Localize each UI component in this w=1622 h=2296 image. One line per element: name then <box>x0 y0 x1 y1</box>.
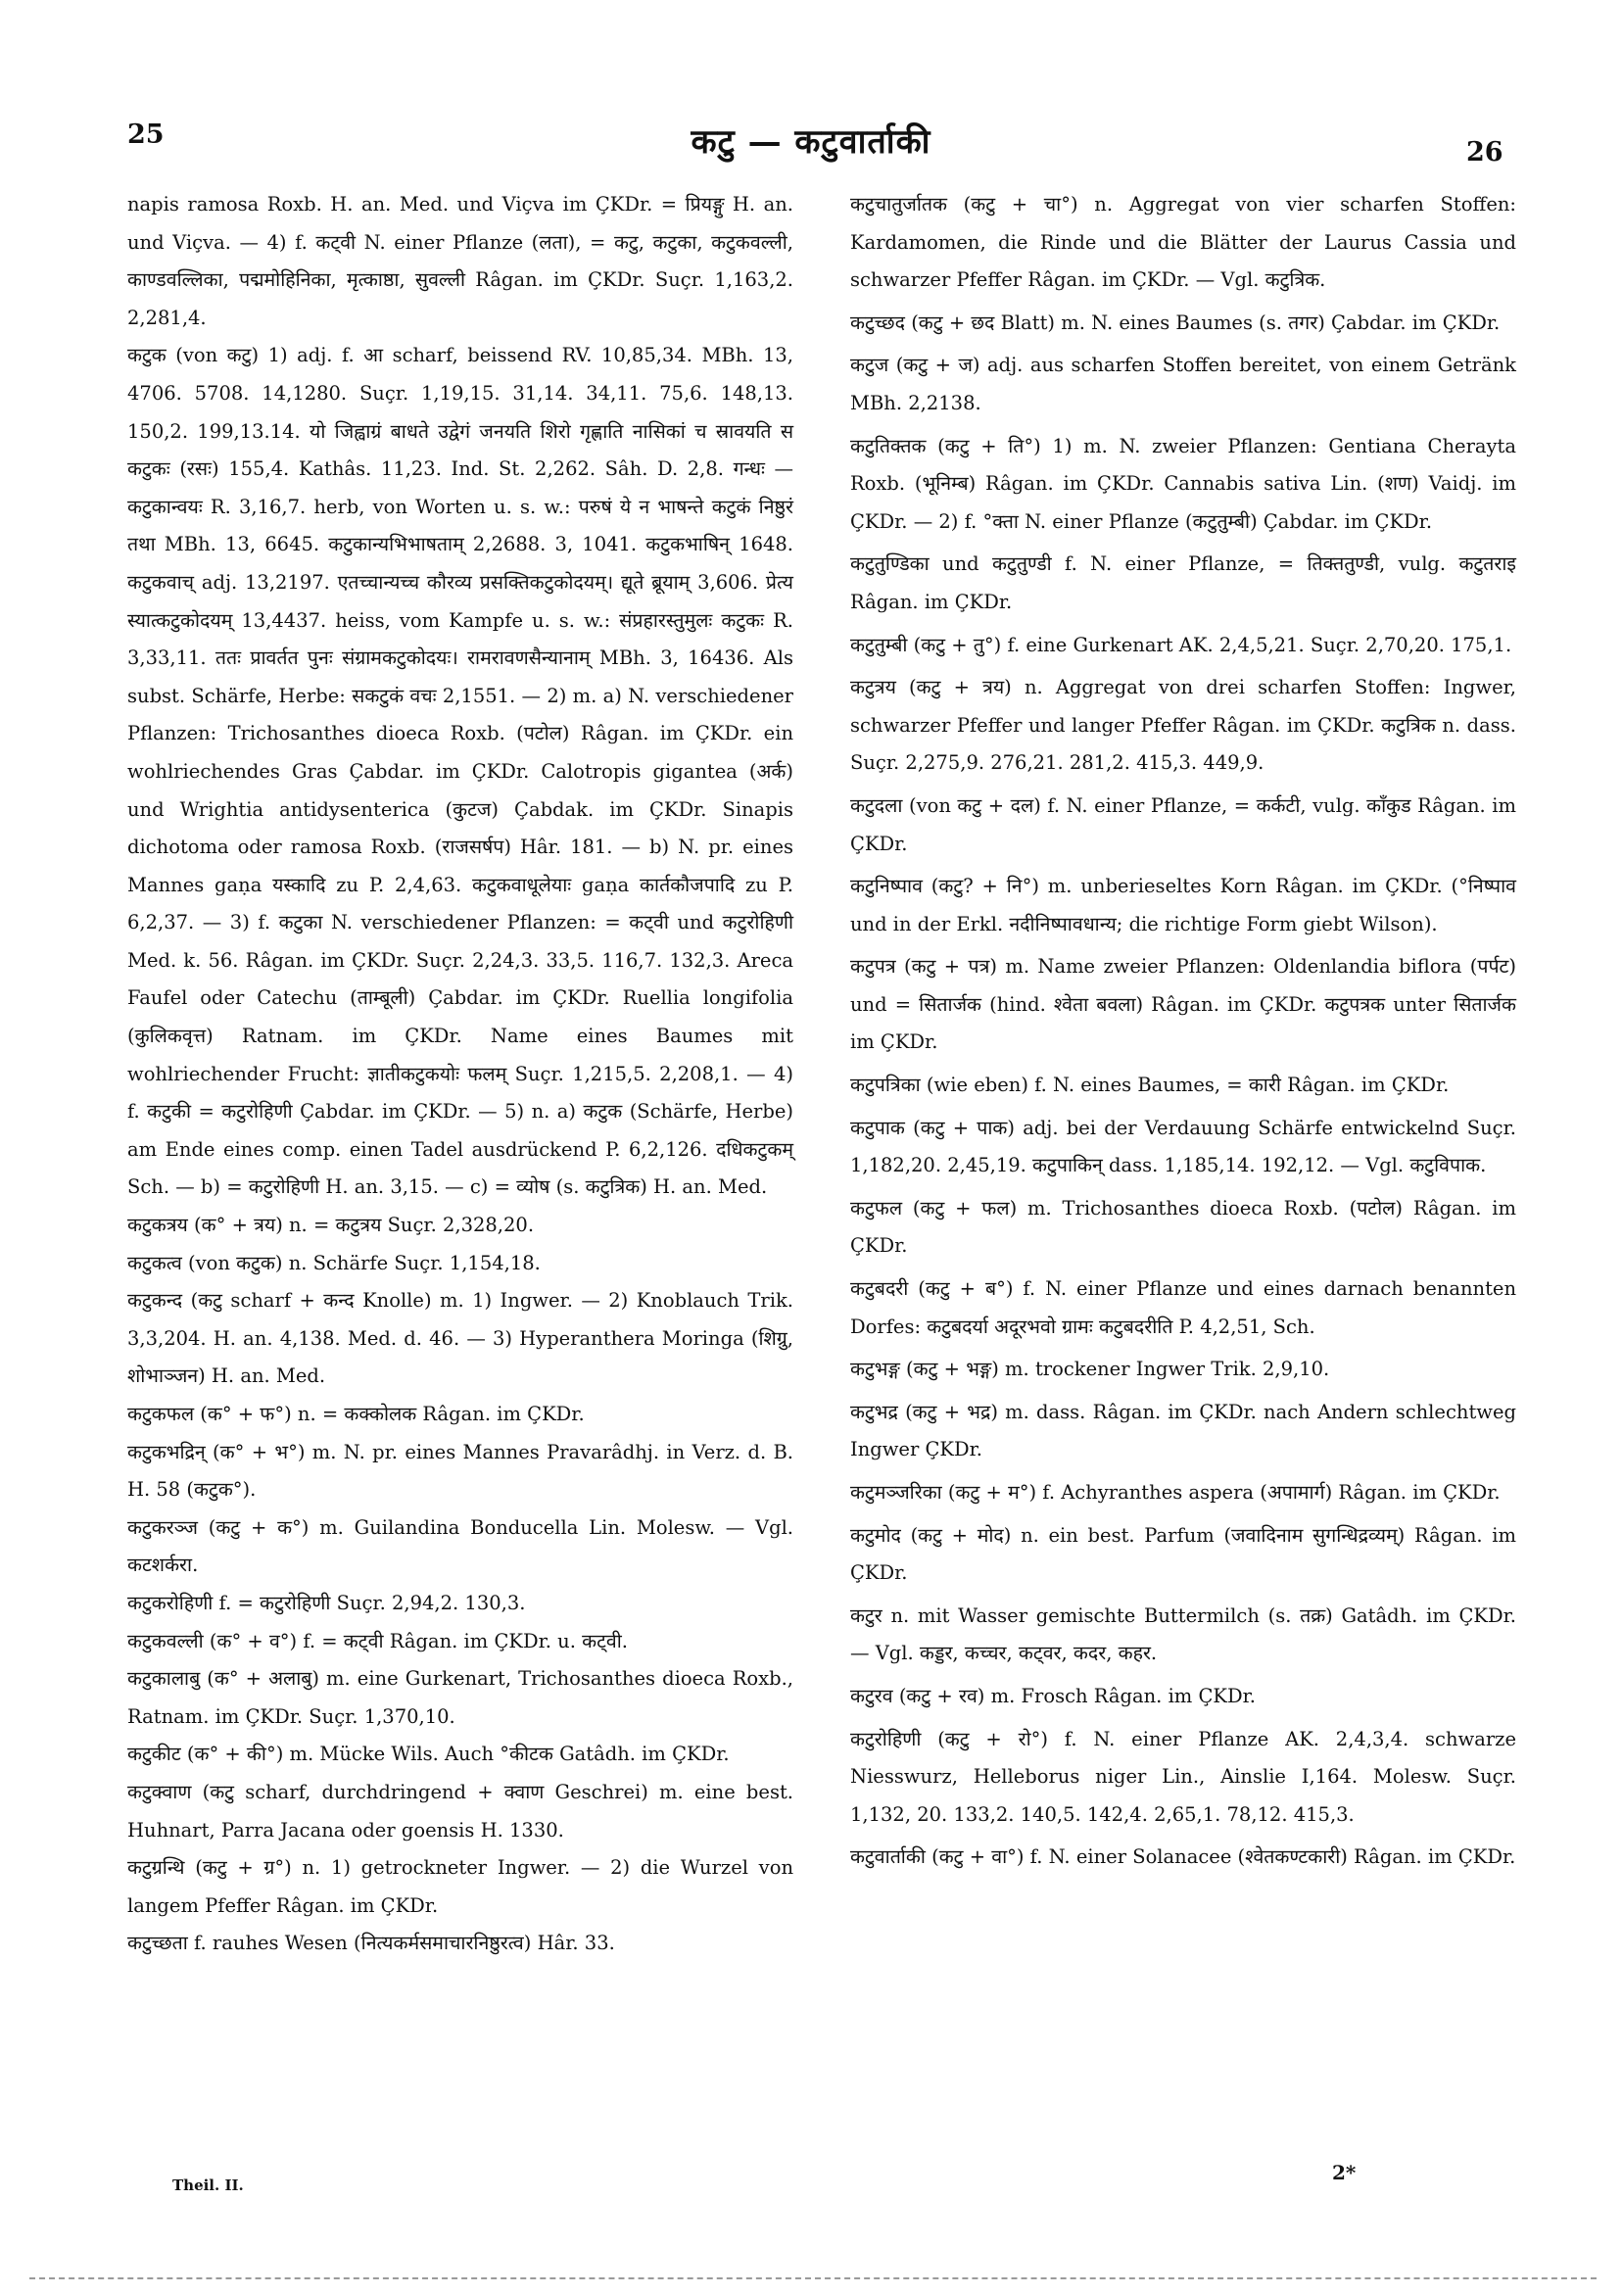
sheet-signature: 2* <box>1332 2161 1357 2184</box>
dictionary-entry: कटुक्वाण (कटु scharf, durchdringend + क्वाण Geschrei) m. eine best. Huhnart, Parra Jacana oder goensis H. 1330. <box>127 1780 793 1842</box>
dictionary-entry: कटुतुम्बी (कटु + तु°) f. eine Gurkenart AK. 2,4,5,21. Suçr. 2,70,20. 175,1. <box>850 633 1512 656</box>
dictionary-entry: कटुकीट (क° + की°) m. Mücke Wils. Auch °कीटक Gatâdh. im ÇKDr. <box>127 1743 730 1766</box>
dictionary-entry: कटुदला (von कटु + दल) f. N. einer Pflanze, = कर्कटी, vulg. काँकुड Râgan. im ÇKDr. <box>850 793 1516 855</box>
dictionary-entry: कटुफल (कटु + फल) m. Trichosanthes dioeca Roxb. (पटोल) Râgan. im ÇKDr. <box>850 1196 1516 1258</box>
page-number-left: 25 <box>127 120 165 150</box>
dictionary-entry: कटुभद्र (कटु + भद्र) m. dass. Râgan. im ÇKDr. nach Andern schlechtweg Ingwer ÇKDr. <box>850 1400 1516 1461</box>
dictionary-entry: napis ramosa Roxb. H. an. Med. und Viçva im ÇKDr. = प्रियङ्गु H. an. und Viçva. — 4) f. कट्वी N. einer Pflanze (लता), = कटु, कटुका, कटुकवल्ली, काण्डवल्लिका, पद्ममोहिनिका, मृत्काष्ठा, सुवल्ली Râgan. im ÇKDr. Suçr. 1,163,2. 2,281,4. <box>127 193 793 329</box>
dictionary-entry: कटुरोहिणी (कटु + रो°) f. N. einer Pflanze AK. 2,4,3,4. schwarze Niesswurz, Helleborus niger Lin., Ainslie I,164. Molesw. Suçr. 1,132, 20. 133,2. 140,5. 142,4. 2,65,1. 78,12. 415,3. <box>850 1727 1516 1826</box>
dictionary-entry: कटुमोद (कटु + मोद) n. ein best. Parfum (जवादिनाम सुगन्धिद्रव्यम्) Râgan. im ÇKDr. <box>850 1523 1516 1585</box>
dictionary-entry: कटुग्रन्थि (कटु + ग्र°) n. 1) getrockneter Ingwer. — 2) die Wurzel von langem Pfeffer Râgan. im ÇKDr. <box>127 1856 793 1917</box>
dictionary-entry: कटुज (कटु + ज) adj. aus scharfen Stoffen bereitet, von einem Getränk MBh. 2,2138. <box>850 354 1516 414</box>
dictionary-entry: कटुकभद्रिन् (क° + भ°) m. N. pr. eines Mannes Pravarâdhj. in Verz. d. B. H. 58 (कटुक°). <box>127 1440 793 1502</box>
running-head: कटु — कटुवार्ताकी <box>691 122 931 162</box>
dictionary-entry: कटुच्छता f. rauhes Wesen (नित्यकर्मसमाचारनिष्ठुरत्व) Hâr. 33. <box>127 1932 615 1955</box>
dictionary-entry: कटुकन्द (कटु scharf + कन्द Knolle) m. 1) Ingwer. — 2) Knoblauch Trik. 3,3,204. H. an. 4,138. Med. d. 46. — 3) Hyperanthera Moringa (शिग्रु, शोभाञ्जन) H. an. Med. <box>127 1289 793 1388</box>
dictionary-entry: कटुनिष्पाव (कटु? + नि°) m. unberieseltes Korn Râgan. im ÇKDr. (°निष्पाव und in der Erkl. नदीनिष्पावधान्य; die richtige Form giebt Wilson). <box>850 875 1516 935</box>
dictionary-entry: कटुकरोहिणी f. = कटुरोहिणी Suçr. 2,94,2. 130,3. <box>127 1591 526 1614</box>
left-column <box>127 186 793 1963</box>
dictionary-entry: कटुचातुर्जातक (कटु + चा°) n. Aggregat von vier scharfen Stoffen: Kardamomen, die Rinde und die Blätter der Laurus Cassia und schwarzer Pfeffer Râgan. im ÇKDr. — Vgl. कटुत्रिक. <box>850 193 1516 292</box>
dictionary-entry: कटुक (von कटु) 1) adj. f. आ scharf, beissend RV. 10,85,34. MBh. 13, 4706. 5708. 14,1280. Suçr. 1,19,15. 31,14. 34,11. 75,6. 148,13. 150,2. 199,13.14. यो जिह्वाग्रं बाधते उद्वेगं जनयति शिरो गृह्णाति नासिकां च स्रावयति स कटुकः (रसः) 155,4. Kathâs. 11,23. Ind. St. 2,262. Sâh. D. 2,8. गन्धः — कटुकान्वयः R. 3,16,7. herb, von Worten u. s. w.: परुषं ये न भाषन्ते कटुकं निष्ठुरं तथा MBh. 13, 6645. कटुकान्यभिभाषताम् 2,2688. 3, 1041. कटुकभाषिन् 1648. कटुकवाच् adj. 13,2197. एतच्चान्यच्च कौरव्य प्रसक्तिकटुकोदयम्। द्यूते ब्रूयाम् 3,606. प्रेत्य स्यात्कटुकोदयम् 13,4437. heiss, vom Kampfe u. s. w.: संप्रहारस्तुमुलः कटुकः R. 3,33,11. ततः प्रावर्तत पुनः संग्रामकटुकोदयः। रामरावणसैन्यानाम् MBh. 3, 16436. Als subst. Schärfe, Herbe: सकटुकं वचः 2,1551. — 2) m. a) N. verschiedener Pflanzen: Trichosanthes dioeca Roxb. (पटोल) Râgan. im ÇKDr. ein wohlriechendes Gras Çabdar. im ÇKDr. Calotropis gigantea (अर्क) und Wrightia antidysenterica (कुटज) Çabdak. im ÇKDr. Sinapis dichotoma oder ramosa Roxb. (राजसर्षप) Hâr. 181. — b) N. pr. eines Mannes gaṇa यस्कादि zu P. 2,4,63. कटुकवाधूलेयाः gaṇa कार्तकौजपादि zu P. 6,2,37. — 3) f. कटुका N. verschiedener Pflanzen: = कट्वी und कटुरोहिणी Med. k. 56. Râgan. im ÇKDr. Suçr. 2,24,3. 33,5. 116,7. 132,3. Areca Faufel oder Catechu (ताम्बूली) Çabdar. im ÇKDr. Ruellia longifolia (कुलिकवृत्त) Ratnam. im ÇKDr. Name eines Baumes mit wohlriechender Frucht: ज्ञातीकटुकयोः फलम् Suçr. 1,215,5. 2,208,1. — 4) f. कटुकी = कटुरोहिणी Çabdar. im ÇKDr. — 5) n. a) कटुक (Schärfe, Herbe) am Ende eines comp. einen Tadel ausdrückend P. 6,2,126. दधिकटुकम् Sch. — b) = कटुरोहिणी H. an. 3,15. — c) = व्योष (s. कटुत्रिक) H. an. Med. <box>127 344 793 1199</box>
dictionary-entry: कटुपाक (कटु + पाक) adj. bei der Verdauung Schärfe entwickelnd Suçr. 1,182,20. 2,45,19. कटुपाकिन् dass. 1,185,14. 192,12. — Vgl. कटुविपाक. <box>850 1116 1516 1177</box>
dictionary-entry: कटुकालाबु (क° + अलाबु) m. eine Gurkenart, Trichosanthes dioeca Roxb., Ratnam. im ÇKDr. Suçr. 1,370,10. <box>127 1667 793 1728</box>
dictionary-entry: कटुपत्र (कटु + पत्र) m. Name zweier Pflanzen: Oldenlandia biflora (पर्पट) und = सितार्जक (hind. श्वेता बवला) Râgan. im ÇKDr. कटुपत्रक unter सितार्जक im ÇKDr. <box>850 955 1516 1054</box>
dictionary-entry: कटुर n. mit Wasser gemischte Buttermilch (s. तक्र) Gatâdh. im ÇKDr. — Vgl. कड्डर, कच्चर, कट्वर, कदर, कहर. <box>850 1603 1516 1665</box>
dictionary-entry: कटुमञ्जरिका (कटु + म°) f. Achyranthes aspera (अपामार्ग) Râgan. im ÇKDr. <box>850 1481 1501 1504</box>
dictionary-entry: कटुकरञ्ज (कटु + क°) m. Guilandina Bonducella Lin. Molesw. — Vgl. कटशर्करा. <box>127 1515 793 1577</box>
right-column <box>850 186 1516 1882</box>
dictionary-entry: कटुपत्रिका (wie eben) f. N. eines Baumes, = कारी Râgan. im ÇKDr. <box>850 1074 1450 1097</box>
dictionary-entry: कटुतुण्डिका und कटुतुण्डी f. N. einer Pflanze, = तिक्ततुण्डी, vulg. कटुतराइ Râgan. im ÇKDr. <box>850 552 1516 613</box>
dictionary-entry: कटुकत्व (von कटुक) n. Schärfe Suçr. 1,154,18. <box>127 1251 541 1274</box>
dictionary-entry: कटुकत्रय (क° + त्रय) n. = कटुत्रय Suçr. 2,328,20. <box>127 1214 535 1237</box>
dictionary-entry: कटुत्रय (कटु + त्रय) n. Aggregat von drei scharfen Stoffen: Ingwer, schwarzer Pfeffer und langer Pfeffer Râgan. im ÇKDr. कटुत्रिक n. dass. Suçr. 2,275,9. 276,21. 281,2. 415,3. 449,9. <box>850 676 1516 775</box>
dictionary-entry: कटुवार्ताकी (कटु + वा°) f. N. einer Solanacee (श्वेतकण्टकारी) Râgan. im ÇKDr. <box>850 1845 1516 1869</box>
dictionary-entry: कटुच्छद (कटु + छद Blatt) m. N. eines Baumes (s. तगर) Çabdar. im ÇKDr. <box>850 311 1501 334</box>
dictionary-entry: कटुबदरी (कटु + ब°) f. N. einer Pflanze und eines darnach benannten Dorfes: कटुबदर्या अदूरभवो ग्रामः कटुबदरीति P. 4,2,51, Sch. <box>850 1277 1516 1338</box>
dictionary-entry: कटुतिक्तक (कटु + ति°) 1) m. N. zweier Pflanzen: Gentiana Cherayta Roxb. (भूनिम्ब) Râgan. im ÇKDr. Cannabis sativa Lin. (शण) Vaidj. im ÇKDr. — 2) f. °क्ता N. einer Pflanze (कटुतुम्बी) Çabdar. im ÇKDr. <box>850 434 1516 533</box>
dictionary-entry: कटुकफल (क° + फ°) n. = कक्कोलक Râgan. im ÇKDr. <box>127 1403 585 1425</box>
scan-edge-line <box>29 2277 1597 2279</box>
page-number-right: 26 <box>1466 137 1503 167</box>
volume-note: Theil. II. <box>172 2176 244 2194</box>
dictionary-entry: कटुरव (कटु + रव) m. Frosch Râgan. im ÇKDr. <box>850 1684 1257 1707</box>
dictionary-entry: कटुकवल्ली (क° + व°) f. = कट्वी Râgan. im ÇKDr. u. कट्वी. <box>127 1629 629 1652</box>
dictionary-entry: कटुभङ्ग (कटु + भङ्ग) m. trockener Ingwer Trik. 2,9,10. <box>850 1358 1330 1381</box>
